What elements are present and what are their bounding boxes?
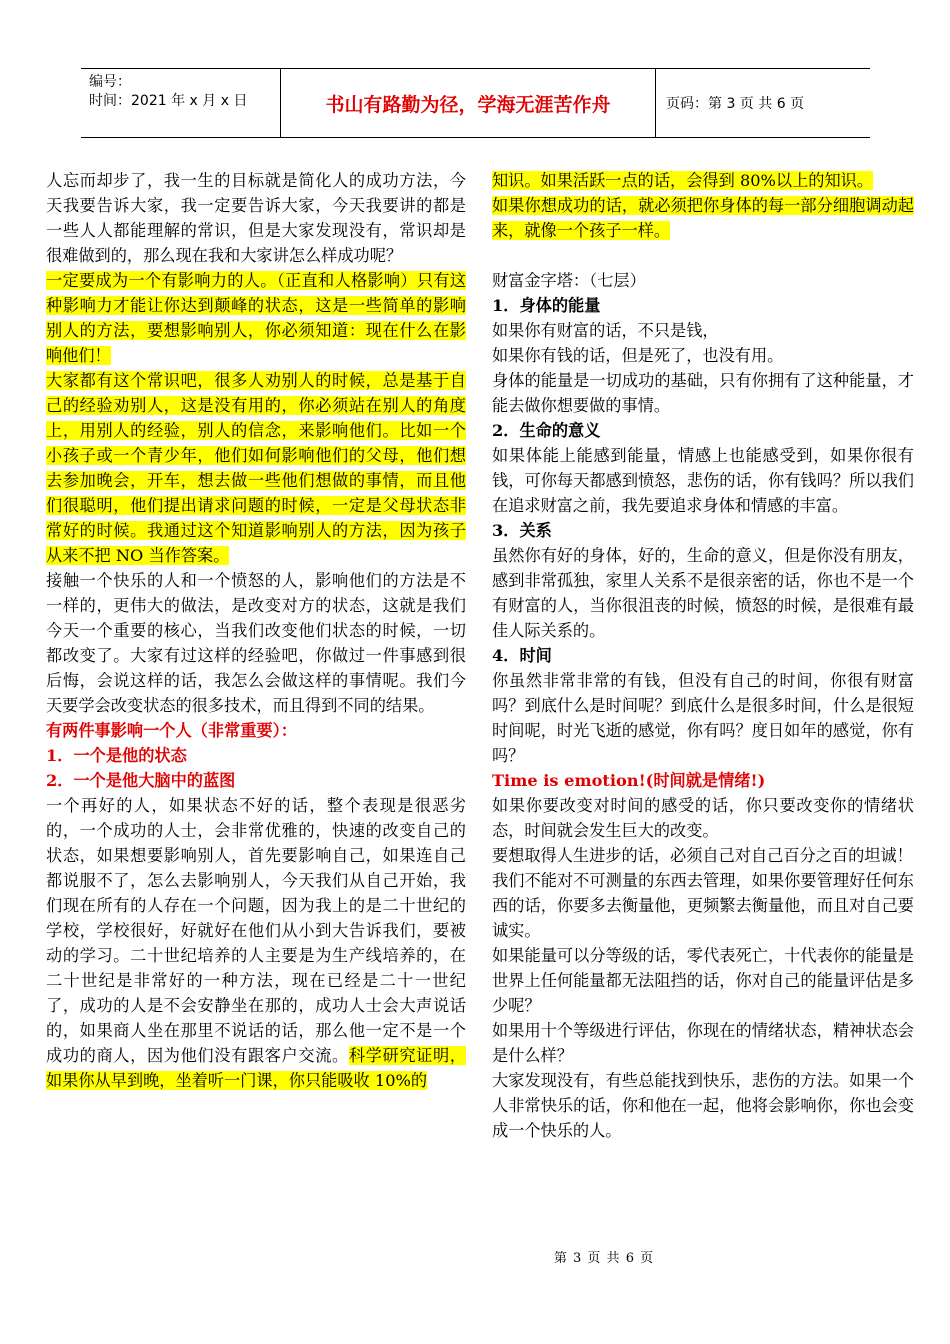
highlighted-paragraph: 知识。如果活跃一点的话，会得到 80%以上的知识。 — [492, 171, 874, 190]
paragraph: 我们不能对不可测量的东西去管理，如果你要管理好任何东西的话，你要多去衡量他，更频繁去衡量他，而且对自己要诚实。 — [492, 871, 914, 940]
paragraph: 如果你有钱的话，但是死了，也没有用。 — [492, 346, 784, 365]
paragraph: 如果你要改变对时间的感受的话，你只要改变你的情绪状态，时间就会发生巨大的改变。 — [492, 796, 914, 840]
red-quote: Time is emotion!(时间就是情绪!) — [492, 771, 766, 790]
red-list-item: 2．一个是他大脑中的蓝图 — [46, 771, 236, 790]
highlighted-paragraph: 大家都有这个常识吧，很多人劝别人的时候，总是基于自己的经验劝别人，这是没有用的，你必须站在别人的角度上，用别人的经验，别人的信念，来影响他们。比如一个小孩子或一个青少年，他们如何影响他们的父母，他们想去参加晚会，开车，想去做一些他们想做的事情，而且他们很聪明，他们提出请求问题的时候，一定是父母状态非常好的时候。我通过这个知道影响别人的方法，因为孩子从来不把 NO 当作答案。 — [46, 371, 466, 565]
paragraph: 要想取得人生进步的话，必须自己对自己百分之百的坦诚！ — [492, 846, 913, 865]
paragraph: 你虽然非常非常的有钱，但没有自己的时间，你很有财富吗？到底什么是时间呢？到底什么是很多时间，什么是很短时间呢，时光飞逝的感觉，你有吗？度日如年的感觉，你有吗？ — [492, 671, 914, 765]
list-heading: 3．关系 — [492, 521, 552, 540]
paragraph: 大家发现没有，有些总能找到快乐，悲伤的方法。如果一个人非常快乐的话，你和他在一起，他将会影响你，你也会变成一个快乐的人。 — [492, 1071, 914, 1140]
document-time-label: 时间：2021 年 x 月 x 日 — [89, 93, 248, 109]
paragraph: 接触一个快乐的人和一个愤怒的人，影响他们的方法是不一样的，更伟大的做法，是改变对方的状态，这就是我们今天一个重要的核心，当我们改变他们状态的时候，一切都改变了。大家有过这样的经验吧，你做过一件事感到很后悔，会说这样的话，我怎么会做这样的事情呢。我们今天要学会改变状态的很多技术，而且得到不同的结果。 — [46, 571, 466, 715]
section-title: 财富金字塔：（七层） — [492, 271, 646, 290]
paragraph: 如果能量可以分等级的话，零代表死亡，十代表你的能量是世界上任何能量都无法阻挡的话，你对自己的能量评估是多少呢？ — [492, 946, 914, 1015]
list-heading: 2．生命的意义 — [492, 421, 601, 440]
header-meta — [81, 69, 281, 137]
red-list-item: 1．一个是他的状态 — [46, 746, 187, 765]
paragraph: 人忘而却步了，我一生的目标就是简化人的成功方法，今天我要告诉大家，我一定要告诉大家，今天我要讲的都是一些人人都能理解的常识，但是大家发现没有，常识却是很难做到的，那么现在我和大家讲怎么样成功呢？ — [46, 171, 466, 265]
highlighted-paragraph: 如果你想成功的话，就必须把你身体的每一部分细胞调动起来，就像一个孩子一样。 — [492, 196, 914, 240]
highlighted-text: 科学研究证明，如果你从早到晚，坐着听一门课，你只能吸收 10%的 — [46, 1046, 466, 1090]
footer-page-number: 第 3 页 共 6 页 — [553, 1251, 655, 1266]
spacer — [492, 243, 914, 268]
paragraph: 身体的能量是一切成功的基础，只有你拥有了这种能量，才能去做你想要做的事情。 — [492, 371, 914, 415]
right-column — [492, 168, 914, 1143]
left-column — [46, 168, 466, 1093]
paragraph: 一个再好的人，如果状态不好的话，整个表现是很恶劣的，一个成功的人士，会非常优雅的，快速的改变自己的状态，如果想要影响别人，首先要影响自己，如果连自己都说服不了，怎么去影响别人，今天我们从自己开始，我们现在所有的人存在一个问题，因为我上的是二十世纪的学校，学校很好，好就好在他们从小到大告诉我们，要被动的学习。二十世纪培养的人主要是为生产线培养的，在二十世纪是非常好的一种方法，现在已经是二十一世纪了，成功的人是不会安静坐在那的，成功人士会大声说话的，如果商人坐在那里不说话的话，那么他一定不是一个成功的商人，因为他们没有跟客户交流。 — [46, 796, 466, 1065]
page-header — [81, 68, 870, 138]
document-number-label: 编号： — [89, 74, 131, 90]
list-heading: 1．身体的能量 — [492, 296, 601, 315]
page-footer — [0, 1247, 950, 1266]
paragraph: 虽然你有好的身体，好的，生命的意义，但是你没有朋友，感到非常孤独，家里人关系不是很亲密的话，你也不是一个有财富的人，当你很沮丧的时候，愤怒的时候，是很难有最佳人际关系的。 — [492, 546, 914, 640]
list-heading: 4．时间 — [492, 646, 552, 665]
header-motto: 书山有路勤为径，学海无涯苦作舟 — [281, 69, 656, 137]
header-page-info: 页码：第 3 页 共 6 页 — [666, 96, 805, 112]
highlighted-paragraph: 一定要成为一个有影响力的人。（正直和人格影响）只有这种影响力才能让你达到颠峰的状态，这是一些简单的影响别人的方法，要想影响别人，你必须知道：现在什么在影响他们！ — [46, 271, 466, 365]
red-heading: 有两件事影响一个人（非常重要）： — [46, 721, 297, 740]
paragraph: 如果用十个等级进行评估，你现在的情绪状态，精神状态会是什么样？ — [492, 1021, 914, 1065]
paragraph: 如果你有财富的话，不只是钱， — [492, 321, 719, 340]
paragraph: 如果体能上能感到能量，情感上也能感受到，如果你很有钱，可你每天都感到愤怒，悲伤的话，你有钱吗？所以我们在追求财富之前，我先要追求身体和情感的丰富。 — [492, 446, 914, 515]
